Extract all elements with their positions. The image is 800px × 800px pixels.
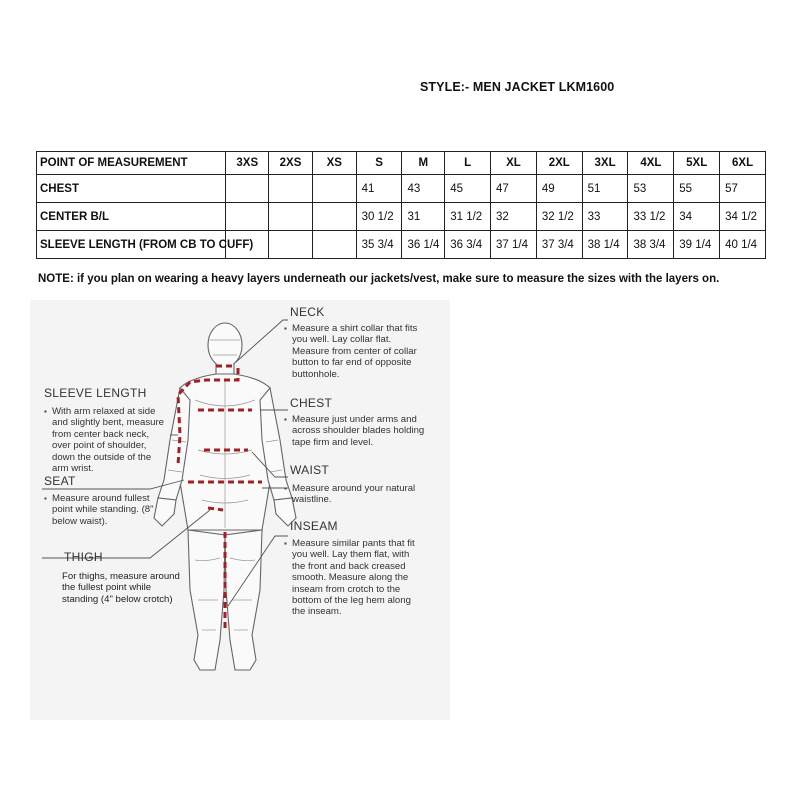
table-cell: 31 (402, 203, 445, 231)
table-cell: 51 (582, 175, 628, 203)
table-cell: 38 3/4 (628, 231, 674, 259)
table-cell (226, 175, 269, 203)
header-cell: 2XS (269, 152, 313, 175)
header-cell: 3XS (226, 152, 269, 175)
header-cell: L (445, 152, 491, 175)
table-cell (226, 203, 269, 231)
header-cell: XS (312, 152, 356, 175)
table-cell: 53 (628, 175, 674, 203)
style-title: STYLE:- MEN JACKET LKM1600 (420, 80, 615, 94)
table-cell: 41 (356, 175, 402, 203)
chest-description: ▪ Measure just under arms and across shoulder blades holding tape firm and level. (292, 414, 442, 448)
row-label: CHEST (37, 175, 226, 203)
table-cell (312, 175, 356, 203)
measurement-guide (30, 300, 450, 720)
seat-title: SEAT (44, 474, 76, 488)
sleeve-length-description: ▪ With arm relaxed at side and slightly bent, measure from center back neck, over point of shoulder, down the outside of the arm wrist. (52, 406, 170, 474)
table-cell: 34 1/2 (720, 203, 766, 231)
neck-description: ▪ Measure a shirt collar that fits you well. Lay collar flat. Measure from center of collar button to far end of opposite buttonhole. (292, 323, 422, 380)
table-cell: 37 3/4 (536, 231, 582, 259)
waist-description: ▪ Measure around your natural waistline. (292, 483, 422, 506)
table-cell: 33 1/2 (628, 203, 674, 231)
table-cell: 33 (582, 203, 628, 231)
seat-description: ▪ Measure around fullest point while standing. (8" below waist). (52, 493, 164, 527)
table-cell (269, 231, 313, 259)
table-cell: 40 1/4 (720, 231, 766, 259)
header-cell: 4XL (628, 152, 674, 175)
table-cell: 38 1/4 (582, 231, 628, 259)
table-cell: 49 (536, 175, 582, 203)
table-cell: 36 3/4 (445, 231, 491, 259)
table-cell: 47 (491, 175, 537, 203)
table-row (37, 231, 766, 259)
size-chart-table (36, 151, 766, 259)
header-cell: XL (491, 152, 537, 175)
table-row (37, 203, 766, 231)
table-row (37, 175, 766, 203)
table-cell: 57 (720, 175, 766, 203)
inseam-title: INSEAM (290, 519, 338, 533)
table-cell: 30 1/2 (356, 203, 402, 231)
table-cell: 55 (674, 175, 720, 203)
table-cell: 35 3/4 (356, 231, 402, 259)
row-label: CENTER B/L (37, 203, 226, 231)
table-cell: 37 1/4 (491, 231, 537, 259)
layering-note: NOTE: if you plan on wearing a heavy layers underneath our jackets/vest, make sure to measure the sizes with the layers on. (38, 273, 720, 285)
row-label: SLEEVE LENGTH (FROM CB TO CUFF) (37, 231, 226, 259)
table-cell (312, 203, 356, 231)
header-cell: POINT OF MEASUREMENT (37, 152, 226, 175)
table-cell: 39 1/4 (674, 231, 720, 259)
table-cell (269, 175, 313, 203)
chest-title: CHEST (290, 396, 333, 410)
header-cell: 3XL (582, 152, 628, 175)
table-header-row (37, 152, 766, 175)
table-cell: 36 1/4 (402, 231, 445, 259)
thigh-description: For thighs, measure around the fullest point while standing (4" below crotch) (62, 571, 180, 605)
table-cell: 32 (491, 203, 537, 231)
thigh-title: THIGH (64, 550, 103, 564)
table-cell: 45 (445, 175, 491, 203)
sleeve-length-title: SLEEVE LENGTH (44, 386, 147, 400)
figure-head (208, 323, 242, 367)
header-cell: 6XL (720, 152, 766, 175)
header-cell: 5XL (674, 152, 720, 175)
table-cell (269, 203, 313, 231)
table-cell: 34 (674, 203, 720, 231)
header-cell: S (356, 152, 402, 175)
table-cell: 43 (402, 175, 445, 203)
neck-title: NECK (290, 305, 325, 319)
header-cell: M (402, 152, 445, 175)
inseam-description: ▪ Measure similar pants that fit you well. Lay them flat, with the front and back creased smooth. Measure along the inseam from crotch to the bottom of the leg hem along the inseam. (292, 538, 418, 618)
table-cell (312, 231, 356, 259)
table-cell: 32 1/2 (536, 203, 582, 231)
header-cell: 2XL (536, 152, 582, 175)
table-cell: 31 1/2 (445, 203, 491, 231)
waist-title: WAIST (290, 463, 330, 477)
